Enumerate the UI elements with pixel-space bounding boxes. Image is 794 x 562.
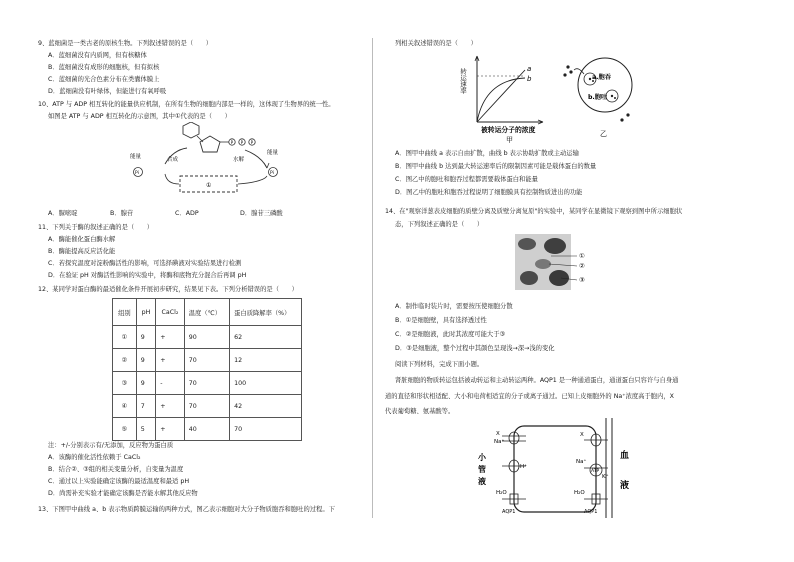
- energy-right-label: 能量: [267, 150, 279, 156]
- curve-b: [477, 78, 525, 122]
- micro-label-1: ①: [579, 252, 585, 260]
- q9-option-a: A．蓝细菌没有内质网，但有核糖体: [48, 52, 147, 59]
- table-cell: 70: [230, 418, 302, 441]
- q12-stem: 12、某同学对蛋白酶的最适催化条件开展初步研究，结果见下表。下列分析错误的是（ ）: [38, 286, 298, 293]
- table-header: 组别: [113, 299, 137, 326]
- figure-yi-cell: [560, 52, 635, 144]
- hydrolysis-arrow: [245, 150, 267, 168]
- p-label-2: P: [240, 140, 244, 145]
- particle: [620, 118, 623, 121]
- table-cell: 9: [136, 349, 155, 372]
- h-label: H⁺: [520, 464, 528, 470]
- table-cell: +: [156, 418, 185, 441]
- reading-line-3: 代表葡萄糖、氨基酸等。: [385, 408, 455, 415]
- q10-option-b: B．腺苷: [110, 210, 134, 217]
- table-row: [113, 395, 302, 418]
- q14-stem-2: 态，下列叙述正确的是（ ）: [395, 221, 484, 228]
- table-cell: 100: [230, 372, 302, 395]
- table-cell: +: [156, 349, 185, 372]
- table-cell: +: [156, 326, 185, 349]
- p-label-3: P: [250, 140, 254, 145]
- micro-label-2: ②: [579, 262, 585, 270]
- particle: [563, 73, 566, 76]
- q12-option-b: B．结合②、③组的相关变量分析，自变量为温度: [48, 466, 184, 473]
- blood-label-2: 液: [620, 481, 630, 491]
- x-label-left: X: [496, 431, 500, 437]
- q11-option-d: D．在验证 pH 对酶活性影响的实验中，将酶和底物充分混合后再调 pH: [48, 272, 247, 279]
- table-cell: ④: [113, 395, 137, 418]
- column-divider: [372, 38, 373, 518]
- k-label: K⁺: [602, 474, 609, 480]
- tubule-label-1: 小: [478, 453, 486, 462]
- tubule-label-2: 管: [478, 465, 486, 474]
- q12-option-d: D．尚需补充实验才能确定该酶是否能水解其他反应物: [48, 490, 198, 497]
- particle: [566, 65, 569, 68]
- q11-stem: 11、下列关于酶的叙述正确的是（ ）: [38, 224, 154, 231]
- table-cell: 62: [230, 326, 302, 349]
- table-cell: 40: [184, 418, 229, 441]
- particle: [569, 70, 572, 73]
- h2o-label-left: H₂O: [496, 490, 507, 496]
- q14-option-a: A．制作临时装片时，需要按压使细胞分散: [395, 303, 513, 310]
- q9-option-d: D．蓝细菌没有叶绿体，但能进行有氧呼吸: [48, 88, 167, 95]
- p-label-1: P: [230, 140, 234, 145]
- q13-option-a: A．图甲中曲线 a 表示自由扩散，曲线 b 表示协助扩散或主动运输: [395, 150, 579, 157]
- q12-note: 注：+/-分别表示有/无添加，反应物为蛋白质: [48, 442, 174, 449]
- q14-option-c: C．②是细胞液，此时其浓度可能大于③: [395, 331, 506, 338]
- reading-line-2: 道的直径和形状相适配、大小和电荷相适宜的分子或离子通过。已知上皮细胞外的 Na⁺浓度高于胞内，X: [385, 393, 674, 400]
- q11-option-b: B．酶能提高反应活化能: [48, 248, 116, 255]
- x-label-right: X: [580, 432, 584, 438]
- tubule-label-3: 液: [478, 477, 486, 486]
- table-header: pH: [136, 299, 155, 326]
- box-label: ①: [206, 182, 212, 189]
- pi-left: Pi: [135, 171, 139, 176]
- na-label-left: Na⁺: [494, 439, 505, 445]
- table-header-row: [113, 299, 302, 326]
- table-cell: 70: [184, 372, 229, 395]
- blood-label-1: 血: [620, 451, 630, 461]
- table-cell: 7: [136, 395, 155, 418]
- cell: [518, 238, 536, 250]
- cell: [544, 238, 566, 254]
- table-row: [113, 372, 302, 395]
- q13-stem: 13、下图甲中曲线 a、b 表示物质跨膜运输的两种方式，图乙表示细胞对大分子物质胞吞和胞吐的过程。下: [38, 506, 335, 513]
- cell: [535, 259, 551, 269]
- table-row: [113, 326, 302, 349]
- table-cell: +: [156, 395, 185, 418]
- table-cell: ⑤: [113, 418, 137, 441]
- table-header: 蛋白质降解率（%）: [230, 299, 302, 326]
- table-cell: 12: [230, 349, 302, 372]
- q14-option-b: B．①是细胞壁，具有选择透过性: [395, 317, 487, 324]
- q13-option-d: D．图乙中的胞吐和胞吞过程说明了细胞膜具有控制物质进出的功能: [395, 189, 583, 196]
- table-row: [113, 418, 302, 441]
- y-axis-label: 转运速率: [459, 68, 467, 94]
- q13-stem-cont: 列相关叙述错误的是（ ）: [395, 40, 477, 47]
- q12-option-c: C．通过以上实验能确定该酶的最适温度和最适 pH: [48, 478, 190, 485]
- hydrolysis-label: 水解: [233, 157, 245, 163]
- ribose-ring: [200, 136, 220, 152]
- q12-option-a: A．该酶的催化活性依赖于 CaCl₂: [48, 454, 141, 461]
- x-axis-label: 被转运分子的浓度: [481, 126, 536, 134]
- table-cell: 70: [184, 395, 229, 418]
- cell: [549, 270, 569, 286]
- q13-option-c: C．图乙中的胞吐和胞吞过程都需要载体蛋白和能量: [395, 176, 538, 183]
- table-header: CaCl₂: [156, 299, 185, 326]
- q9-stem: 9、蓝细菌是一类古老的原核生物。下列叙述错误的是（ ）: [38, 40, 213, 47]
- table-cell: 90: [184, 326, 229, 349]
- q10-option-a: A．脲嘧啶: [48, 210, 78, 217]
- table-cell: 5: [136, 418, 155, 441]
- table-cell: 70: [184, 349, 229, 372]
- table-cell: 9: [136, 326, 155, 349]
- q10-stem: 10、ATP 与 ADP 相互转化的能量供应机制，在所有生物的细胞内部是一样的，这体现了生物界的统一性。: [38, 101, 335, 108]
- energy-left-label: 能量: [130, 154, 142, 160]
- q13-option-b: B．图甲中曲线 b 达到最大转运速率后的限制因素可能是载体蛋白的数量: [395, 163, 597, 170]
- q9-option-b: B．蓝细菌没有成形的细胞核，但有拟核: [48, 64, 160, 71]
- cell: [520, 271, 538, 285]
- cell-membrane: [578, 58, 632, 112]
- cell-micrograph: [515, 234, 605, 294]
- table-cell: ③: [113, 372, 137, 395]
- q14-option-d: D．③是细胞液，整个过程中其颜色呈现浅→深→浅的变化: [395, 345, 555, 352]
- q10-option-d: D．腺苷三磷酸: [240, 210, 283, 217]
- aqp1-label-left: AQP1: [502, 509, 516, 515]
- table-row: [113, 349, 302, 372]
- q11-option-a: A．酶能催化蛋白酶水解: [48, 236, 116, 243]
- caption-jia: 甲: [506, 136, 513, 144]
- table-cell: 9: [136, 372, 155, 395]
- atp-adp-diagram: [125, 122, 295, 207]
- table-cell: 42: [230, 395, 302, 418]
- curve-a-label: a: [527, 65, 532, 73]
- pi-right: Pi: [270, 171, 274, 176]
- aqp1-label-right: AQP1: [584, 509, 598, 515]
- synthesis-label: 合成: [167, 157, 179, 163]
- adenine-ring: [183, 122, 199, 138]
- kidney-transport-diagram: [472, 418, 642, 518]
- reading-line-1: 肾脏细胞的物质转运包括被动转运和主动转运两种。AQP1 是一种通道蛋白，通道蛋白只容许与自身通: [395, 377, 679, 384]
- table-cell: ①: [113, 326, 137, 349]
- curve-a: [477, 70, 525, 122]
- atp-label: ATP: [591, 469, 600, 474]
- q10-option-c: C．ADP: [175, 210, 199, 217]
- particle: [626, 113, 629, 116]
- table-cell: -: [156, 372, 185, 395]
- na-label-right: Na⁺: [576, 459, 587, 465]
- table-cell: ②: [113, 349, 137, 372]
- h2o-label-right: H₂O: [574, 490, 585, 496]
- endocytosis-label: a.胞吞: [592, 74, 611, 81]
- micro-label-3: ③: [579, 276, 585, 284]
- q14-stem: 14、在"观察洋葱表皮细胞的质壁分离及质壁分离复原"的实验中，某同学在显微镜下观察到图中所示细胞状: [385, 208, 683, 215]
- q9-option-c: C．蓝细菌的光合色素分布在类囊体膜上: [48, 76, 160, 83]
- curve-b-label: b: [527, 75, 532, 83]
- q10-stem-2: 如图是 ATP 与 ADP 相互转化的示意图，其中①代表的是（ ）: [48, 113, 231, 120]
- q12-table: [112, 298, 302, 441]
- figure-jia-graph: [455, 52, 550, 144]
- table-header: 温度（℃）: [184, 299, 229, 326]
- q11-option-c: C．若探究温度对淀粉酶活性的影响，可选择碘液对实验结果进行检测: [48, 260, 242, 267]
- caption-yi: 乙: [600, 130, 607, 138]
- reading-intro: 阅读下列材料，完成下面小题。: [395, 361, 484, 368]
- exocytosis-label: b.胞吐: [588, 94, 608, 101]
